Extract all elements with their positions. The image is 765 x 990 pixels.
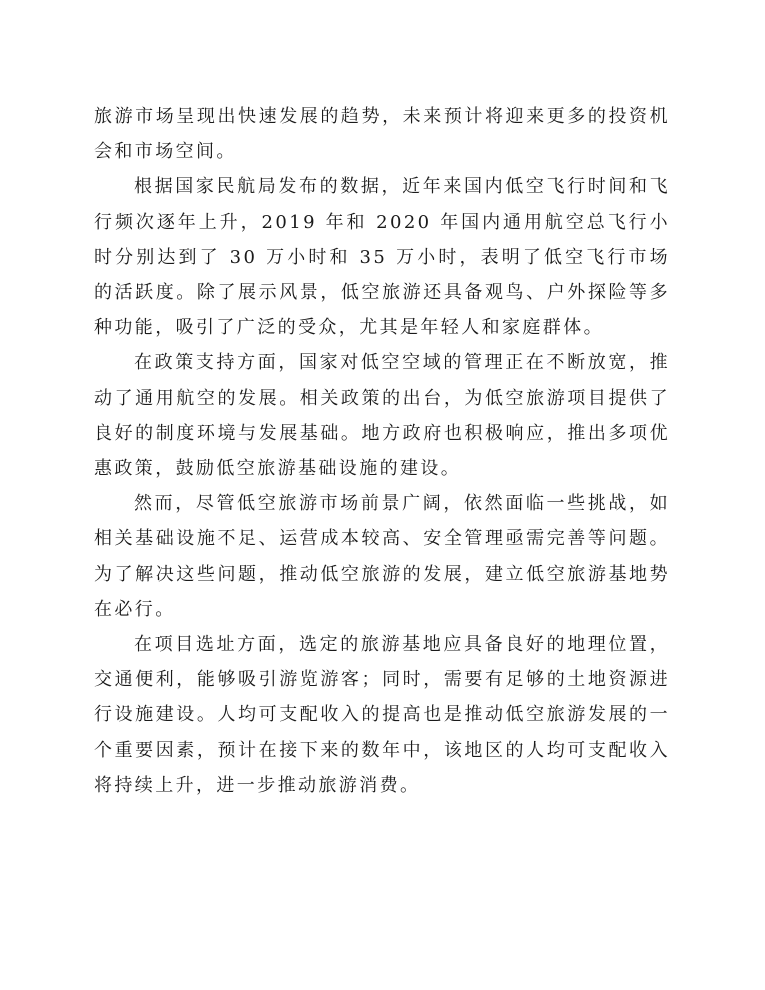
paragraph-1: 旅游市场呈现出快速发展的趋势，未来预计将迎来更多的投资机会和市场空间。 [94,106,670,163]
paragraph-5: 在项目选址方面，选定的旅游基地应具备良好的地理位置，交通便利，能够吸引游览游客；同时，需要有足够的土地资源进行设施建设。人均可支配收入的提高也是推动低空旅游发展的一个重要因素，预计在接下来的数年中，该地区的人均可支配收入将持续上升，进一步推动旅游消费。 [94,634,670,796]
paragraph-4: 然而，尽管低空旅游市场前景广阔，依然面临一些挑战，如相关基础设施不足、运营成本较高、安全管理亟需完善等问题。为了解决这些问题，推动低空旅游的发展，建立低空旅游基地势在必行。 [94,493,670,620]
paragraph-3: 在政策支持方面，国家对低空空域的管理正在不断放宽，推动了通用航空的发展。相关政策的出台，为低空旅游项目提供了良好的制度环境与发展基础。地方政府也积极响应，推出多项优惠政策，鼓励低空旅游基础设施的建设。 [94,352,670,480]
paragraph-2: 根据国家民航局发布的数据，近年来国内低空飞行时间和飞行频次逐年上升，2019 年和 2020 年国内通用航空总飞行小时分别达到了 30 万小时和 35 万小时，表明了低空飞行市场的活跃度。除了展示风景，低空旅游还具备观鸟、户外探险等多种功能，吸引了广泛的受众，尤其是年轻人和家庭群体。 [94,176,670,339]
document-body [94,99,670,803]
